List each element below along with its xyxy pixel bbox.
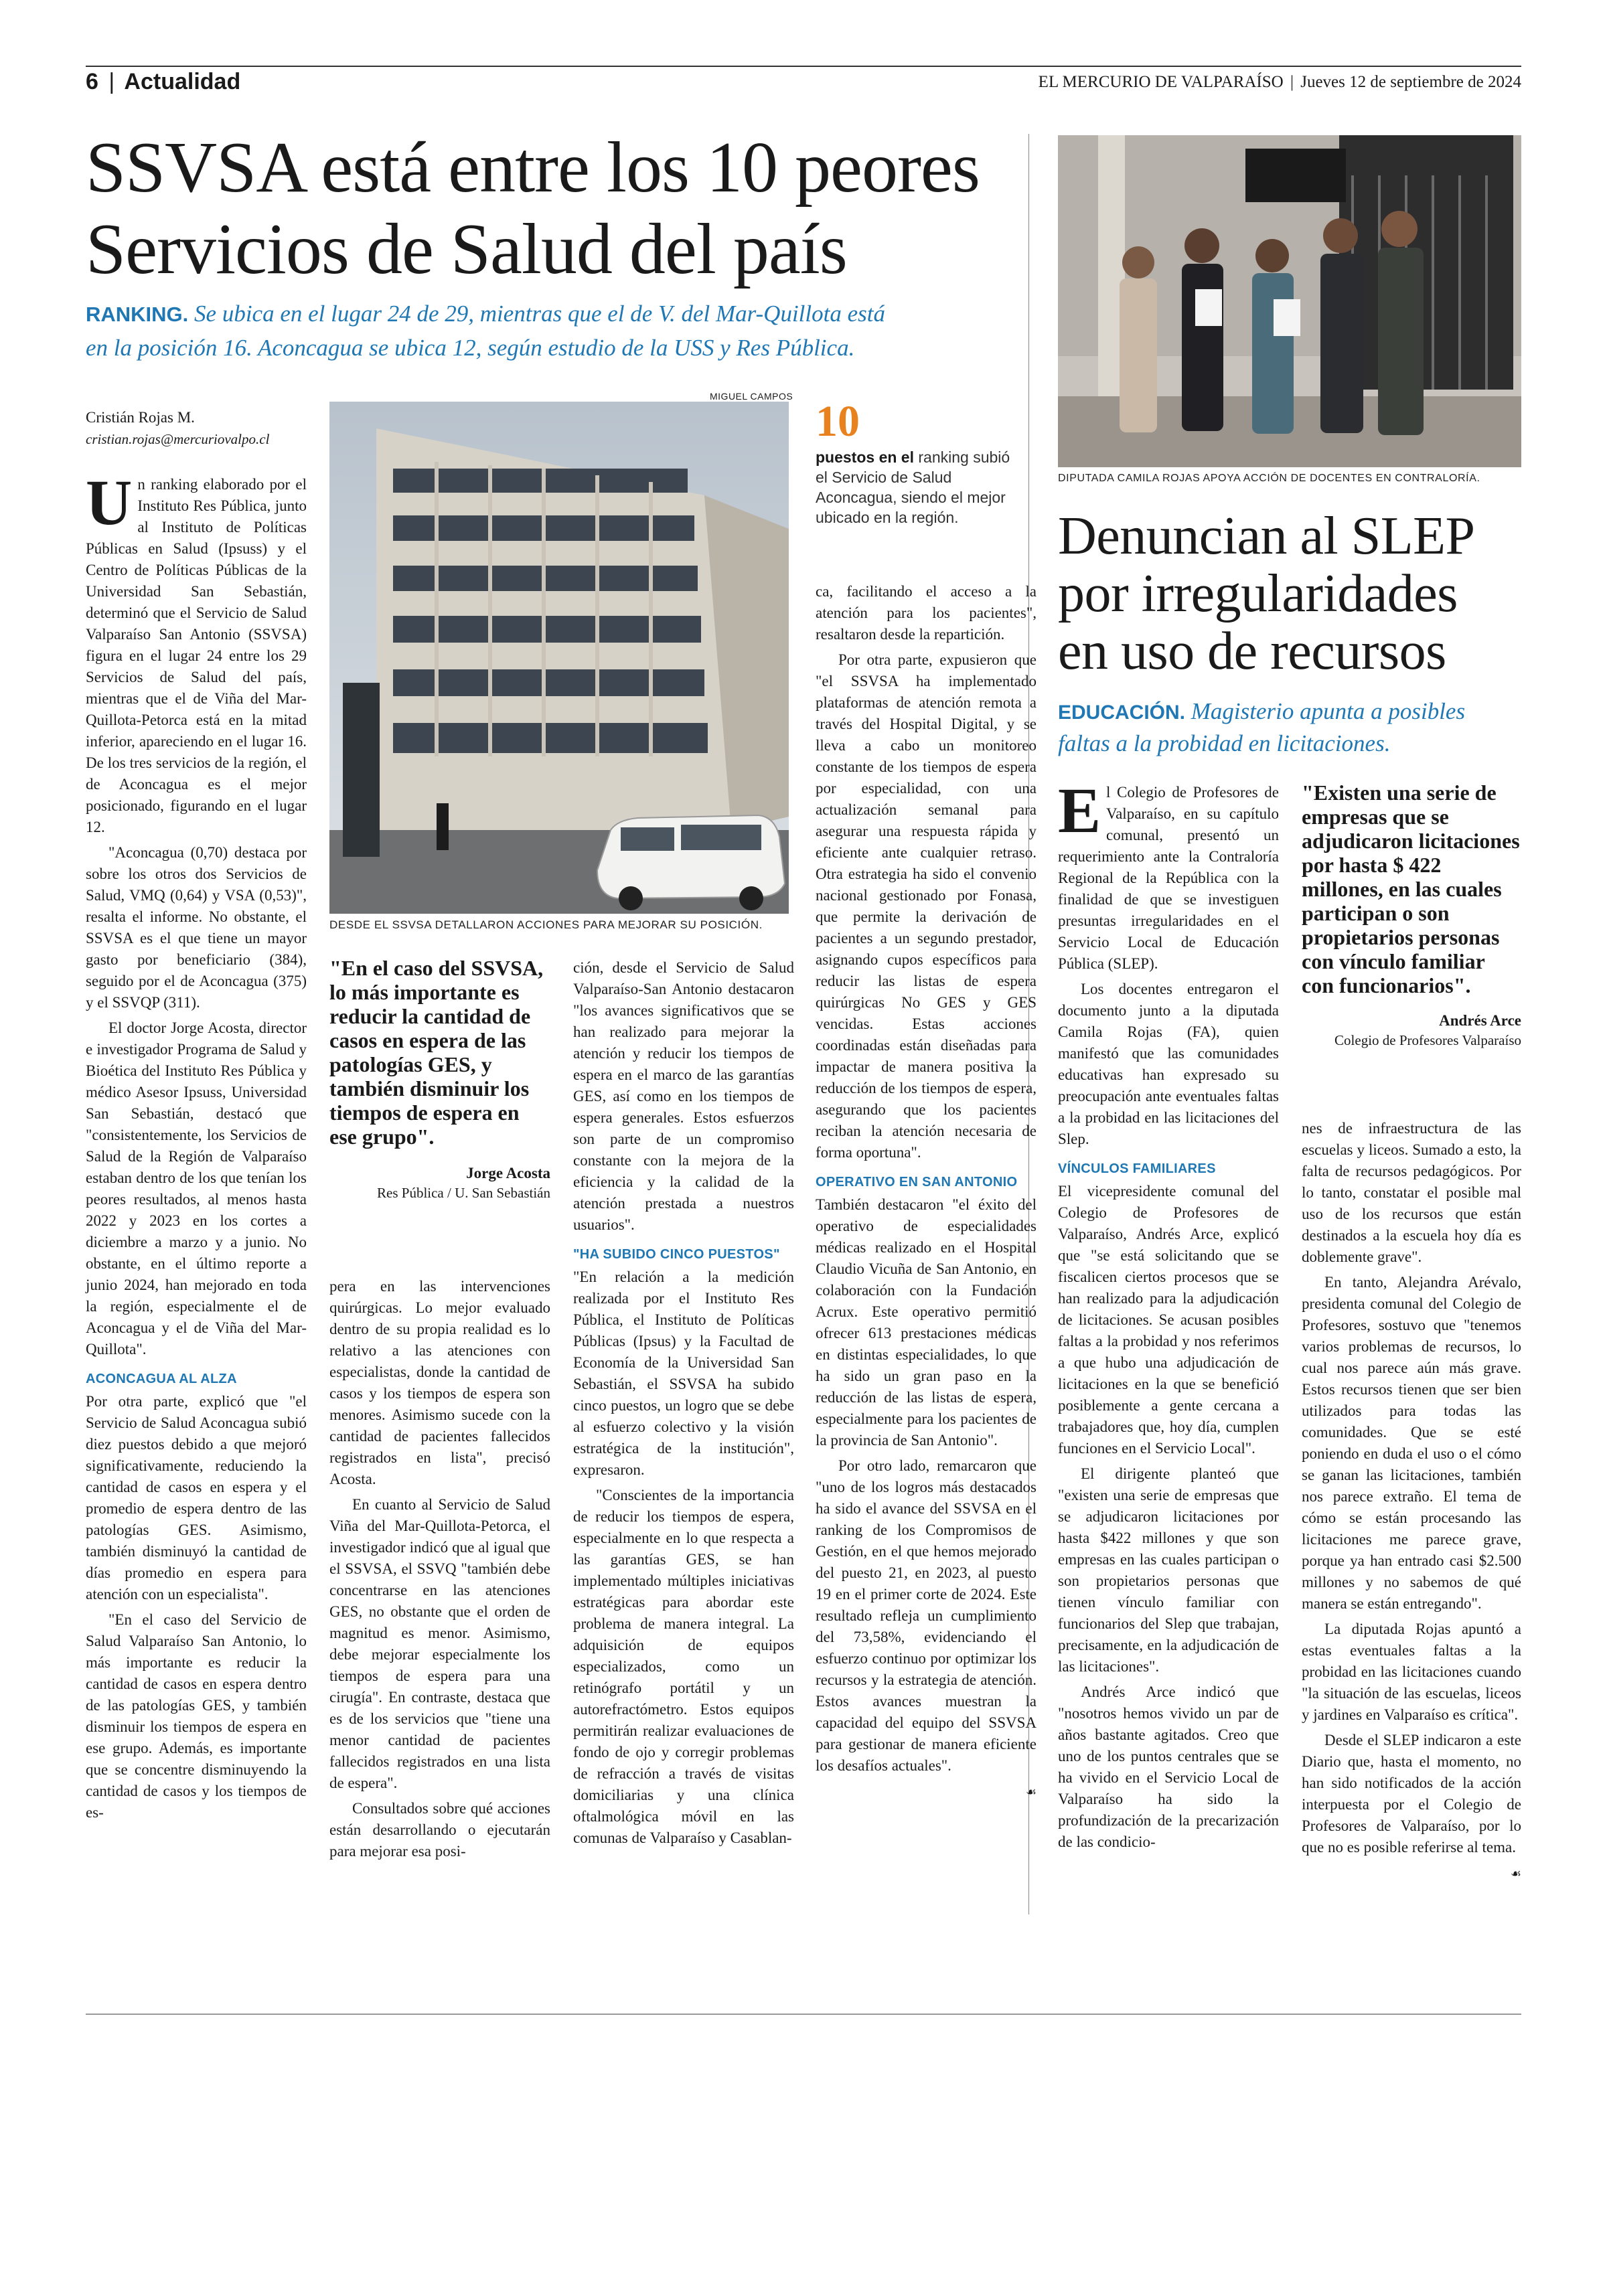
- section-name: Actualidad: [124, 69, 241, 94]
- subhead-cinco-puestos: "HA SUBIDO CINCO PUESTOS": [573, 1247, 780, 1262]
- article2-headline-line1: Denuncian al SLEP: [1058, 507, 1475, 566]
- article2-c2-p2: En tanto, Alejandra Arévalo, presidenta comunal del Colegio de Profesores, sostuvo que "tenemos varios problemas de recursos, lo cual nos parece aún más grave. Estos recursos tienen que ser bien utilizados para todas las comunidades. Que se esté poniendo en duda el uso o el cómo se ganan las licitaciones, también nos parece extraño. El tema de cómo se están procesando las licitaciones me parece grave, porque ya han entrado casi $2.500 millones y no sabemos de qué manera se están entregando".: [1302, 1274, 1521, 1612]
- article2-c1-p1: l Colegio de Profesores de Valparaíso, en su capítulo comunal, presentó un requerimiento ante la Contraloría Regional de la República con la finalidad de que se investiguen presuntas irregularidades en el Servicio Local de Educación Pública (SLEP).: [1058, 784, 1279, 972]
- article2-c1-p4: El dirigente planteó que "existen una serie de empresas que se adjudicaron licitaciones por hasta $422 millones y que son empresas en las cuales participan o son propietarios personas que tienen vínculo familiar con funcionarios del Slep que trabajan, precisamente, en la adjudicación de las licitaciones".: [1058, 1465, 1279, 1675]
- article2-c1-p3: El vicepresidente comunal del Colegio de Profesores de Valparaíso, Andrés Arce, explicó que "se está solicitando que se fiscalicen ciertos procesos que se han realizado para la adjudicación de licitaciones. Se acusan posibles faltas a la probidad y nos referimos a que hubo una adjudicación de licitaciones en la que se benefició posiblemente a gente cercana a trabajadores que, hoy día, cumplen funciones en el Servicio Local".: [1058, 1183, 1279, 1457]
- article1-pull-quote: [329, 956, 550, 1202]
- stat-bold: puestos en el: [816, 448, 914, 466]
- page-header-right: EL MERCURIO DE VALPARAÍSO | Jueves 12 de septiembre de 2024: [1038, 73, 1521, 91]
- article2-column1: [1058, 774, 1279, 1913]
- pull-quote-name: Jorge Acosta: [466, 1165, 550, 1181]
- article2-kicker: EDUCACIÓN.: [1058, 702, 1186, 724]
- article1-headline-line2: Servicios de Salud del país: [86, 210, 847, 289]
- article1-kicker: RANKING.: [86, 303, 189, 326]
- top-rule: [86, 66, 1521, 67]
- article2-deck-line2: faltas a la probidad en licitaciones.: [1058, 730, 1391, 756]
- article2-end-icon: ☙: [1510, 1867, 1521, 1881]
- article1-column2: [329, 1276, 550, 1912]
- article2-headline-line3: en uso de recursos: [1058, 622, 1446, 681]
- page-number: 6: [86, 69, 98, 94]
- article1-photo-caption: DESDE EL SSVSA DETALLARON ACCIONES PARA MEJORAR SU POSICIÓN.: [329, 918, 763, 931]
- article2-headline-line2: por irregularidades: [1058, 564, 1458, 623]
- stat-rest: ranking subió el Servicio de Salud Aconcagua, siendo el mejor ubicado en la región.: [816, 448, 1010, 526]
- article2-pull-quote-affiliation: Colegio de Profesores Valparaíso: [1334, 1032, 1521, 1048]
- article2-c1-p5: Andrés Arce indicó que "nosotros hemos vivido un par de años bastante agitados. Creo que uno de los puntos centrales que se ha vivido en el Servicio Local de Valparaíso ha sido la profundización de la precarización de las condicio-: [1058, 1684, 1279, 1850]
- article1-c2-p1: pera en las intervenciones quirúrgicas. Lo mejor evaluado dentro de su propia realidad es lo relativo a las atenciones con especialistas, donde la cantidad de casos y los tiempos de espera son menores. Asimismo sucede con la cantidad de pacientes fallecidos registrados en lista", precisó Acosta.: [329, 1278, 550, 1487]
- subhead-aconcagua: ACONCAGUA AL ALZA: [86, 1372, 237, 1386]
- article1-deck-line1: Se ubica en el lugar 24 de 29, mientras que el de V. del Mar-Quillota está: [188, 301, 885, 327]
- article1-headline: [86, 127, 1023, 291]
- article2-c2-p3: La diputada Rojas apuntó a estas eventuales faltas a la probidad en las licitaciones cuando "la situación de las escuelas, liceos y jardines en Valparaíso es crítica".: [1302, 1621, 1521, 1723]
- article1-c1-p3: El doctor Jorge Acosta, director e investigador Programa de Salud y Bioética del Instituto Res Pública y médico Asesor Ipsuss, Universidad San Sebastián, destacó que "consistentemente, los Servicios de Salud de la Región de Valparaíso estaban dentro de los que tenían los peores resultados, al menos hasta 2022 y 2023 en los cortes a diciembre a marzo y a junio. No obstante, en el último reporte a junio 2024, han mejorado en toda la región, especialmente el de Aconcagua y el de Viña del Mar-Quillota".: [86, 1019, 307, 1358]
- stat-number: 10: [816, 397, 860, 446]
- article1-c4-p2: Por otra parte, expusieron que "el SSVSA ha implementado plataformas de atención remota a través del Hospital Digital, y se lleva a cabo un monitoreo constante de los tiempos de espera por especialidad, con una actualización semanal para asegurar una respuesta rápida y eficiente ante cualquier retraso. Otra estrategia ha sido el convenio nacional gestionado por Fonasa, que permite la derivación de pacientes a un segundo prestador, asignando cupos específicos para reducir las listas de espera quirúrgicas No GES y GES vencidas. Estas acciones coordinadas están diseñadas para impactar de manera positiva la reducción de los tiempos de espera, asegurando que los pacientes reciban la atención necesaria de forma oportuna".: [816, 651, 1037, 1161]
- pull-quote-text: "En el caso del SSVSA, lo más importante es reducir la cantidad de casos en espera de las patologías GES, y también disminuir los tiempos de espera en ese grupo".: [329, 956, 544, 1149]
- article1-column1: [86, 467, 307, 1906]
- article1-column3: [573, 957, 794, 1908]
- article2-dropcap: E: [1058, 774, 1101, 846]
- pull-quote-affiliation: Res Pública / U. San Sebastián: [377, 1185, 550, 1201]
- photo-credit: MIGUEL CAMPOS: [710, 391, 793, 402]
- article1-c1-p5: "En el caso del Servicio de Salud Valparaíso San Antonio, lo más importante es reducir la cantidad de casos en espera dentro de las patologías GES, y también disminuir los tiempos de espera en ese grupo. Además, es importante que se concentre disminuyendo la cantidad de casos y los tiempos de es-: [86, 1611, 307, 1821]
- bottom-rule: [86, 2014, 1521, 2015]
- article2-deck: [1058, 696, 1527, 759]
- article1-deck-line2: en la posición 16. Aconcagua se ubica 12, según estudio de la USS y Res Pública.: [86, 335, 855, 361]
- article2-c2-p1: nes de infraestructura de las escuelas y liceos. Sumado a esto, la falta de recursos pedagógicos. Por lo tanto, constatar el posible mal uso de los recursos que están destinados a la escuela hoy día es doblemente grave".: [1302, 1120, 1521, 1265]
- article2-deck-line1: Magisterio apunta a posibles: [1185, 698, 1466, 724]
- article1-c3-p2: "En relación a la medición realizada por el Instituto Res Pública, el Instituto de Políticas Públicas (Ipsus) y la Facultad de Economía de la Universidad San Sebastián, el SSVSA ha subido cinco puestos, un logro que se debe al esfuerzo colectivo y la visión estratégica de la institución", expresaron.: [573, 1268, 794, 1478]
- stat-text: [816, 447, 1016, 527]
- article1-headline-line1: SSVSA está entre los 10 peores: [86, 128, 980, 208]
- article1-column4: [816, 581, 1037, 1913]
- teachers-contraloria-photo: [1058, 135, 1521, 467]
- article2-pull-quote-text: "Existen una serie de empresas que se adjudicaron licitaciones por hasta $ 422 millones, en las cuales participan o son propietarios personas con vínculo familiar con funcionarios".: [1302, 781, 1520, 997]
- article2-photo-caption: DIPUTADA CAMILA ROJAS APOYA ACCIÓN DE DOCENTES EN CONTRALORÍA.: [1058, 473, 1480, 484]
- article2-column2: [1302, 1118, 1521, 1914]
- issue-date: Jueves 12 de septiembre de 2024: [1300, 73, 1521, 91]
- article1-c2-p3: Consultados sobre qué acciones están desarrollando o ejecutarán para mejorar esa posi-: [329, 1800, 550, 1860]
- article1-c3-p3: "Conscientes de la importancia de reducir los tiempos de espera, especialmente en lo que respecta a las garantías GES, se han implementado múltiples iniciativas estratégicas para abordar este problema de manera integral. La adquisición de equipos especializados, como un retinógrafo portátil y un autorefractómetro. Estos equipos permitirán realizar evaluaciones de fondo de ojo y corregir problemas de refracción a través de visitas domiciliarias y una clínica oftalmológica móvil en las comunas de Valparaíso y Casablan-: [573, 1487, 794, 1846]
- article1-c4-p1: ca, facilitando el acceso a la atención para los pacientes", resaltaron desde la repartición.: [816, 583, 1037, 643]
- article1-deck: [86, 297, 1023, 365]
- publication-name: EL MERCURIO DE VALPARAÍSO: [1038, 73, 1284, 91]
- article2-headline: [1058, 507, 1527, 680]
- article2-pull-quote-name: Andrés Arce: [1439, 1012, 1521, 1029]
- ssvsa-building-photo: [329, 402, 789, 914]
- article1-c1-p1: n ranking elaborado por el Instituto Res Pública, junto al Instituto de Políticas Públicas en Salud (Ipsuss) y el Centro de Políticas Públicas de la Universidad San Sebastián, determinó que el Servicio de Salud Valparaíso San Antonio (SSVSA) figura en el lugar 24 entre los 29 Servicios de Salud del país, mientras que el de Viña del Mar-Quillota-Petorca está en la mitad inferior, apareciendo en el lugar 16. De los tres servicios de la región, el de Aconcagua es el mejor posicionado, figurando en el lugar 12.: [86, 476, 307, 835]
- article-end-icon: ☙: [1025, 1785, 1037, 1799]
- article2-c1-p2: Los docentes entregaron el documento junto a la diputada Camila Rojas (FA), quien manifestó que las comunidades educativas han expresado su preocupación ante eventuales faltas a la probidad en las licitaciones del Slep.: [1058, 981, 1279, 1147]
- article1-c2-p2: En cuanto al Servicio de Salud Viña del Mar-Quillota-Petorca, el investigador indicó que al igual que el SSVSA, el SSVQ "también debe concentrarse en las atenciones GES, no obstante que el orden de magnitud es menor. Asimismo, debe mejorar especialmente los tiempos de espera para una cirugía". En contraste, destaca que es de los servicios que "tiene una menor cantidad de pacientes fallecidos registrados en una lista de espera".: [329, 1496, 550, 1791]
- article1-c4-p3: También destacaron "el éxito del operativo de especialidades médicas realizado en el Hospital Claudio Vicuña de San Antonio, en colaboración con la Fundación Acrux. Este operativo permitió ofrecer 613 prestaciones médicas en distintas especialidades, lo que ha sido un gran paso en la reducción de las listas de espera, especialmente para los pacientes de la provincia de San Antonio".: [816, 1196, 1037, 1449]
- page-header-left: 6 | Actualidad: [86, 69, 241, 94]
- article2-pull-quote: [1302, 781, 1521, 1049]
- article1-c1-p2: "Aconcagua (0,70) destaca por sobre los otros dos Servicios de Salud, VMQ (0,64) y VSA (0,53)", resalta el informe. No obstante, el SSVSA es el que tiene un mayor gasto por beneficiario (384), seguido por el de Aconcagua (375) y el SSVQP (311).: [86, 844, 307, 1011]
- article1-c3-p1: ción, desde el Servicio de Salud Valparaíso-San Antonio destacaron "los avances significativos que se han realizado para mejorar la atención y reducir los tiempos de espera en el marco de las garantías GES, así como en los tiempos de espera generales. Estos esfuerzos son parte de un compromiso constante con la mejora de la eficiencia y la calidad de la atención prestada a nuestros usuarios".: [573, 959, 794, 1233]
- subhead-operativo: OPERATIVO EN SAN ANTONIO: [816, 1175, 1018, 1190]
- article1-dropcap: U: [86, 467, 133, 538]
- article1-c1-p4: Por otra parte, explicó que "el Servicio de Salud Aconcagua subió diez puestos debido a que mejoró significativamente, reduciendo la cantidad de casos en espera y el promedio de espera dentro de las patologías GES. Asimismo, también disminuyó la cantidad de días promedio en espera para atención con un especialista".: [86, 1393, 307, 1603]
- author-name: Cristián Rojas M.: [86, 409, 195, 426]
- article1-c4-p4: Por otro lado, remarcaron que "uno de los logros más destacados ha sido el avance del SSVSA en el ranking de los Compromisos de Gestión, en el que hemos mejorado del puesto 21, en 2023, al puesto 19 en el primer corte de 2024. Este resultado refleja un cumplimiento del 73,58%, evidenciando el esfuerzo continuo por optimizar los recursos y la estrategia de atención. Estos avances muestran la capacidad del equipo del SSVSA para gestionar de manera eficiente los desafíos actuales".: [816, 1457, 1037, 1774]
- subhead-vinculos: VÍNCULOS FAMILIARES: [1058, 1161, 1216, 1176]
- author-email[interactable]: cristian.rojas@mercuriovalpo.cl: [86, 431, 270, 447]
- article2-c2-p4: Desde el SLEP indicaron a este Diario que, hasta el momento, no han sido notificados de la acción interpuesta por el Colegio de Profesores de Valparaíso, por lo que no es posible referirse al tema.: [1302, 1732, 1521, 1856]
- byline: [86, 407, 269, 450]
